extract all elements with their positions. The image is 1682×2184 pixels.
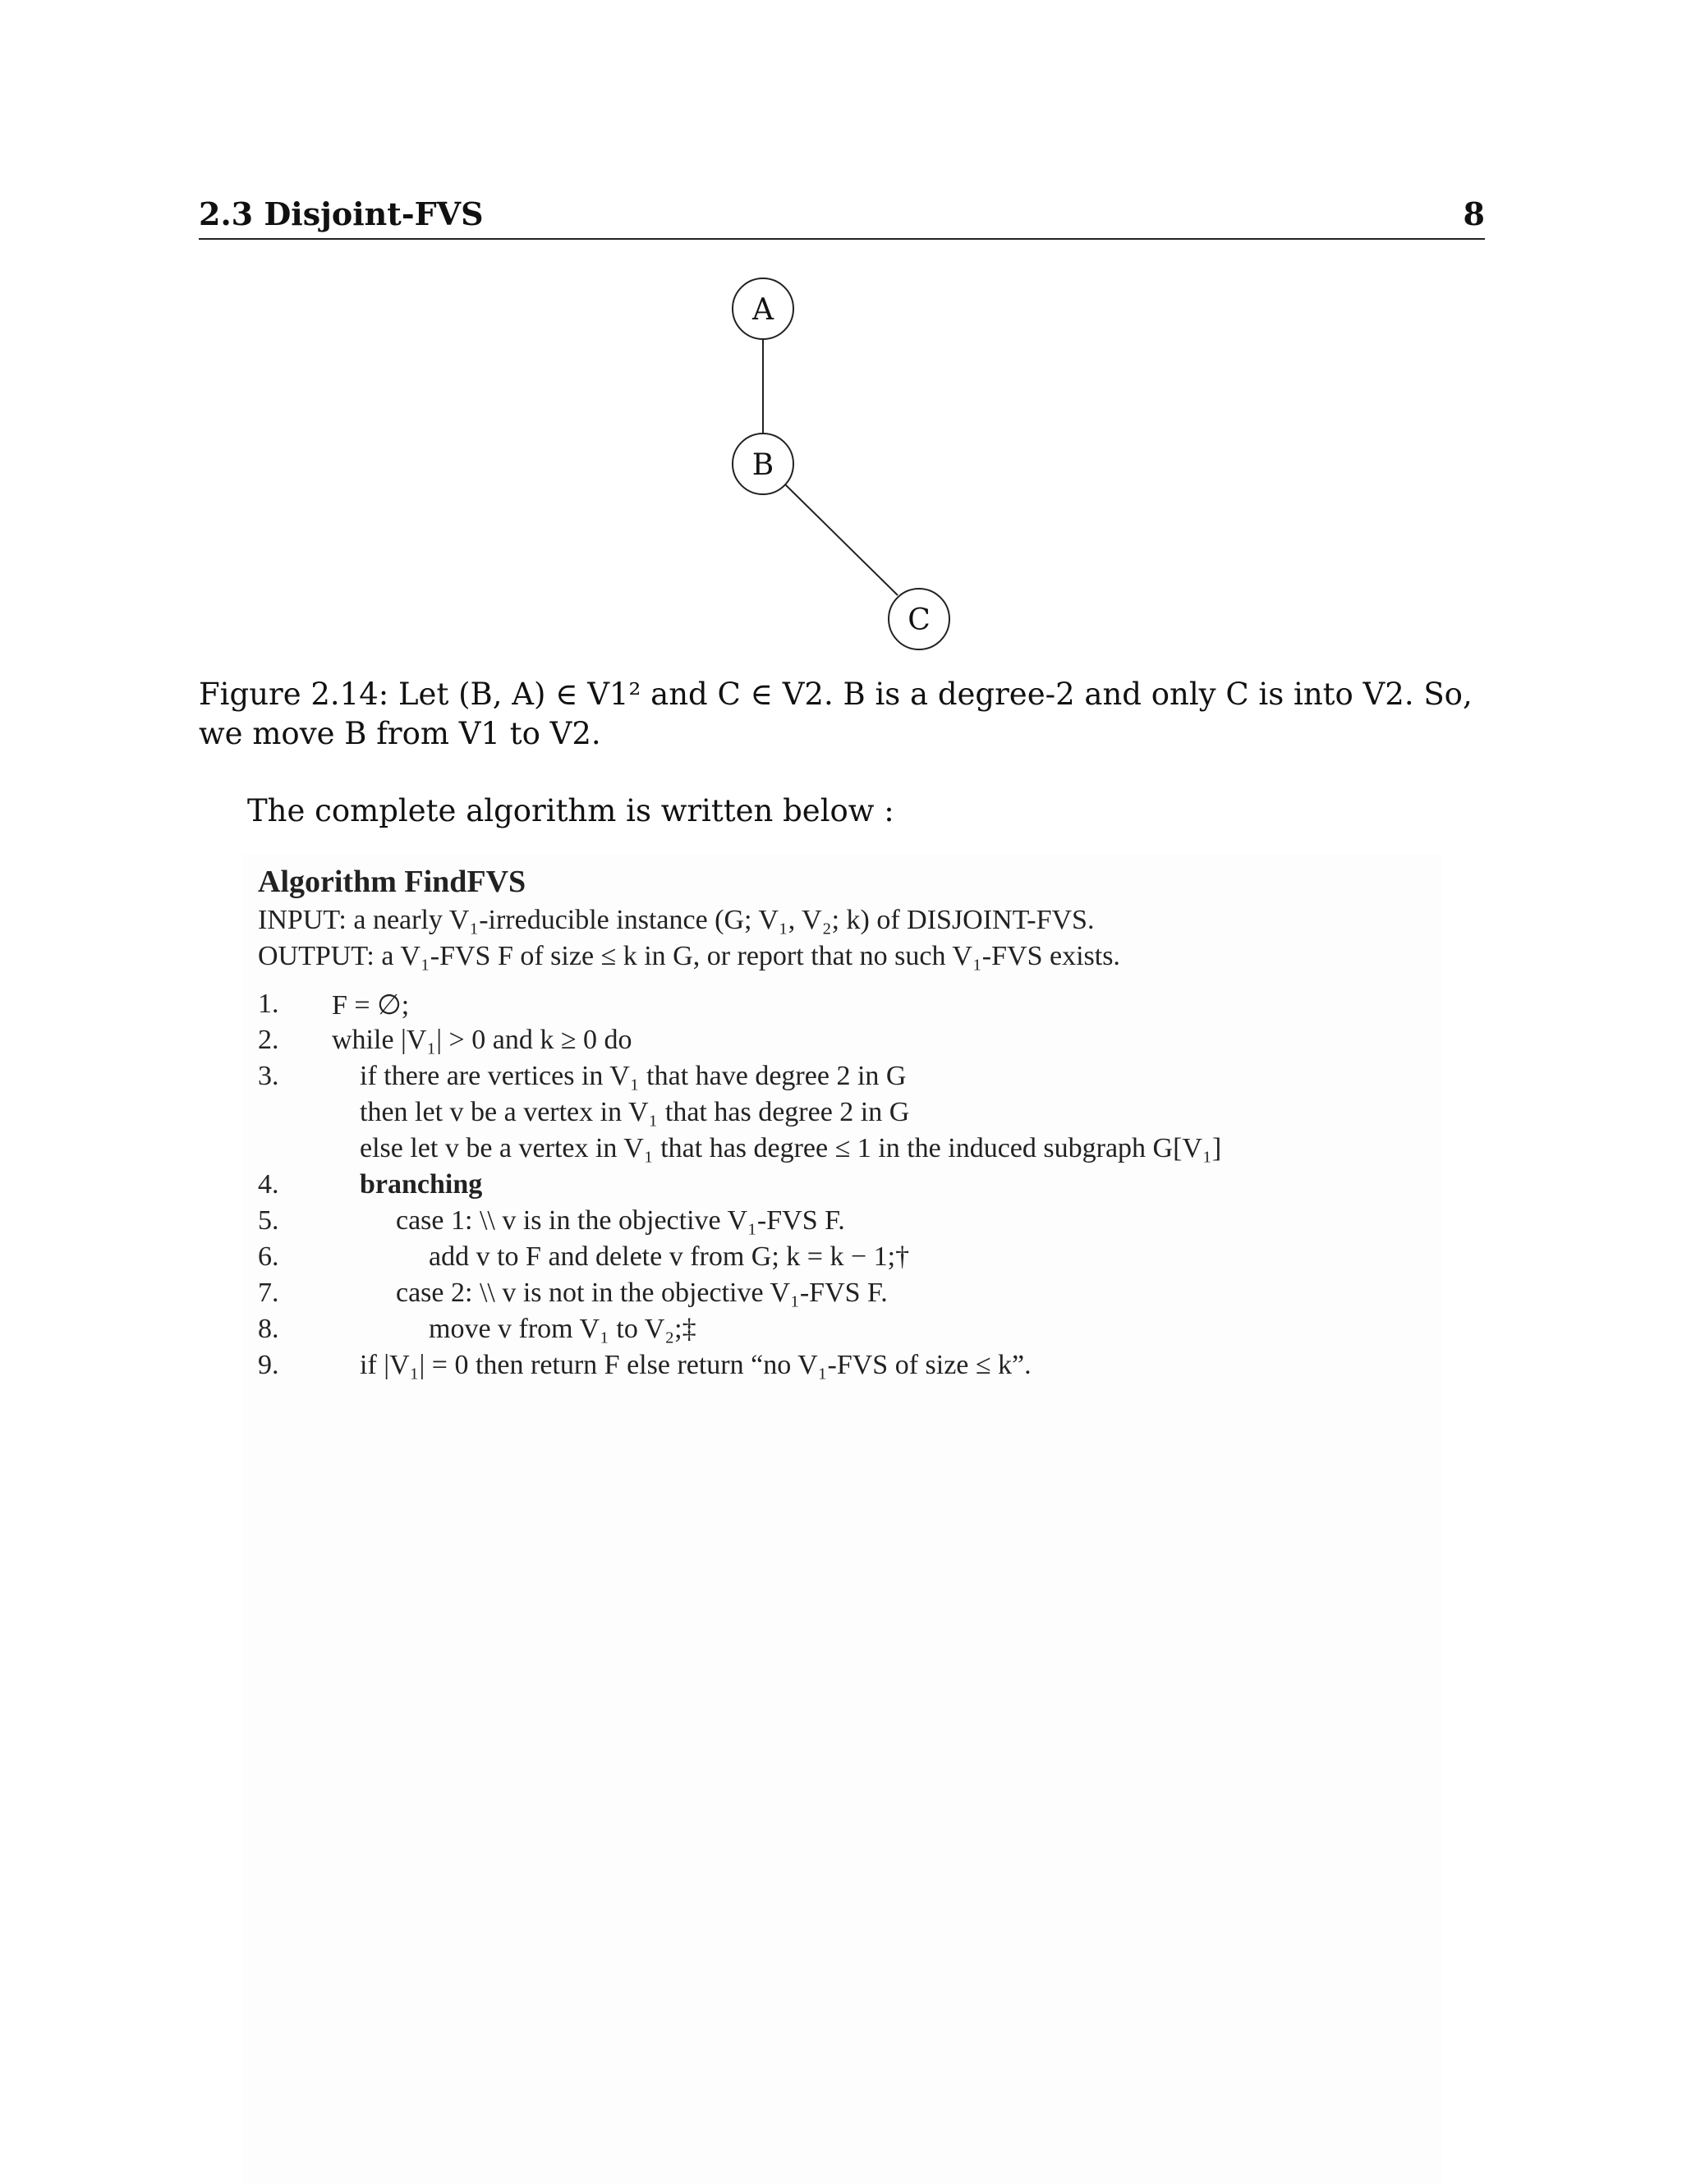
caption-text: Let (B, A) ∈ V1² and C ∈ V2. B is a degree-2 and only C is into V2. So, we move B from V1 to V2.: [199, 677, 1473, 751]
line-text: branching: [360, 1169, 483, 1200]
line-text: then let v be a vertex in V₁ that has degree 2 in G: [360, 1097, 910, 1127]
caption-prefix: Figure 2.14:: [199, 677, 389, 712]
line-text: move v from V₁ to V₂;‡: [429, 1314, 696, 1344]
line-text: else let v be a vertex in V₁ that has degree ≤ 1 in the induced subgraph G[V₁]: [360, 1133, 1222, 1163]
page-number: 8: [1463, 195, 1485, 232]
edge-b-c: [785, 484, 898, 595]
algorithm-block: [243, 854, 1442, 2184]
line-text: while |V₁| > 0 and k ≥ 0 do: [332, 1025, 632, 1055]
line-number: 2.: [258, 1025, 279, 1055]
line-text: if |V₁| = 0 then return F else return “no V₁-FVS of size ≤ k”.: [360, 1350, 1032, 1380]
line-text: add v to F and delete v from G; k = k − 1;†: [429, 1241, 910, 1272]
intro-text: The complete algorithm is written below :: [247, 793, 894, 828]
line-number: 4.: [258, 1169, 279, 1200]
line-text: case 2: \\ v is not in the objective V₁-FVS F.: [396, 1278, 888, 1308]
line-text: if there are vertices in V₁ that have degree 2 in G: [360, 1061, 907, 1091]
line-text: F = ∅;: [332, 990, 410, 1021]
line-number: 3.: [258, 1061, 279, 1091]
node-c-label: C: [908, 603, 931, 637]
node-a: [733, 278, 793, 339]
line-number: 9.: [258, 1350, 279, 1380]
algorithm-output: OUTPUT: a V₁-FVS F of size ≤ k in G, or report that no such V₁-FVS exists.: [258, 941, 1120, 971]
node-b-label: B: [751, 448, 774, 482]
line-number: 6.: [258, 1241, 279, 1272]
section-title: 2.3 Disjoint-FVS: [199, 195, 484, 232]
graph-figure: [0, 0, 1682, 673]
algorithm-title: Algorithm FindFVS: [258, 865, 526, 899]
node-c: [889, 589, 949, 649]
figure-caption: [199, 675, 1487, 754]
line-text: case 1: \\ v is in the objective V₁-FVS F.: [396, 1205, 845, 1236]
algorithm-input: INPUT: a nearly V₁-irreducible instance (G; V₁, V₂; k) of DISJOINT-FVS.: [258, 905, 1095, 935]
line-number: 5.: [258, 1205, 279, 1236]
line-number: 1.: [258, 989, 279, 1019]
node-a-label: A: [752, 293, 774, 327]
line-number: 7.: [258, 1278, 279, 1308]
line-number: 8.: [258, 1314, 279, 1344]
node-b: [733, 434, 793, 494]
